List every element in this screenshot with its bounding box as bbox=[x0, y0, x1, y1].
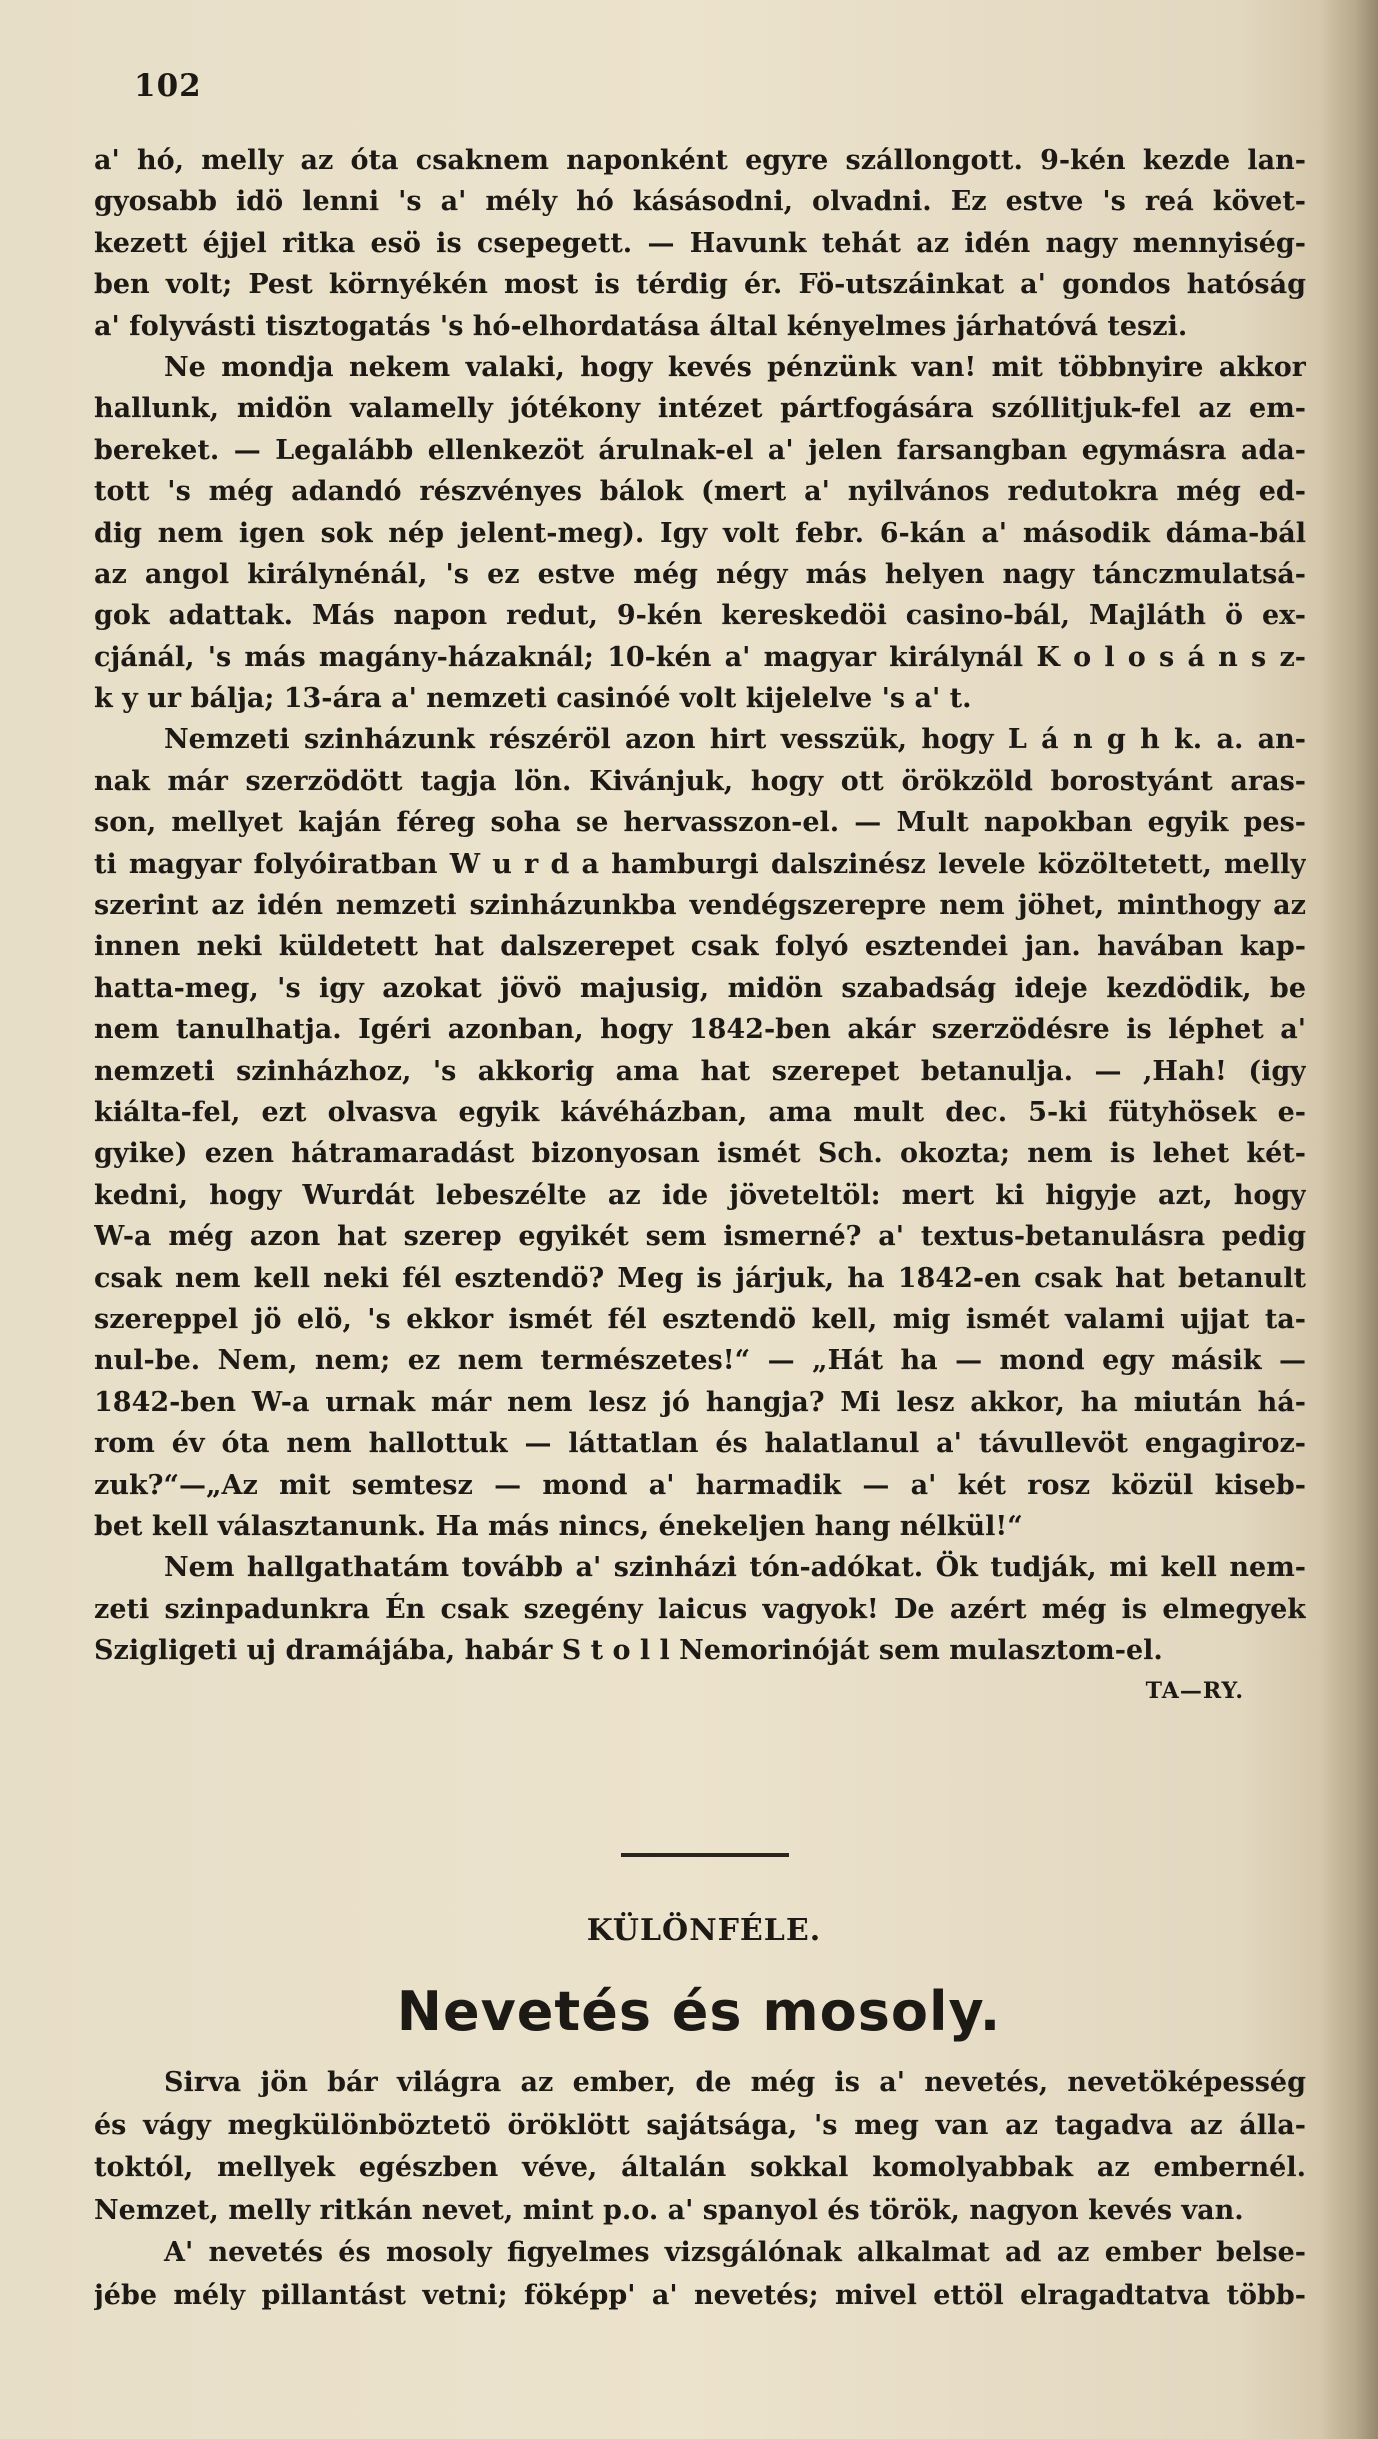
article-title: Nevetés és mosoly. bbox=[396, 1980, 1002, 2043]
text-line: ti magyar folyóiratban W u r d a hamburgi dalszinész levele közöltetett, melly bbox=[94, 848, 1306, 880]
text-line: az angol királynénál, 's ez estve még négy más helyen nagy tánczmulatsá- bbox=[94, 558, 1306, 590]
text-line: nemzeti szinházhoz, 's akkorig ama hat szerepet betanulja. — ,Hah! (igy bbox=[94, 1055, 1306, 1087]
text-line: toktól, mellyek egészben véve, általán sokkal komolyabbak az embernél. bbox=[94, 2152, 1306, 2184]
text-line: zuk?“—„Az mit semtesz — mond a' harmadik — a' két rosz közül kiseb- bbox=[94, 1469, 1306, 1501]
text-line: Nem hallgathatám tovább a' szinházi tón-adókat. Ök tudják, mi kell nem- bbox=[164, 1552, 1306, 1584]
text-line: Sirva jön bár világra az ember, de még is a' nevetés, nevetöképesség bbox=[164, 2067, 1306, 2098]
text-line: 1842-ben W-a urnak már nem lesz jó hangja? Mi lesz akkor, ha miután há- bbox=[94, 1386, 1306, 1418]
text-line: bereket. — Legalább ellenkezöt árulnak-el a' jelen farsangban egymásra ada- bbox=[94, 434, 1306, 466]
text-line: zeti szinpadunkra Én csak szegény laicus vagyok! De azért még is elmegyek bbox=[94, 1593, 1306, 1625]
text-line: A' nevetés és mosoly figyelmes vizsgálónak alkalmat ad az ember belse- bbox=[164, 2237, 1306, 2269]
text-line: Szigligeti uj dramájába, habár S t o l l Nemorinóját sem mulasztom-el. bbox=[94, 1635, 1163, 1667]
text-line: Nemzet, melly ritkán nevet, mint p.o. a' spanyol és török, nagyon kevés van. bbox=[94, 2194, 1244, 2226]
article-body-text bbox=[94, 2062, 1306, 2318]
text-line: jébe mély pillantást vetni; föképp' a' nevetés; mivel ettöl elragadtatva több- bbox=[94, 2279, 1306, 2311]
author-signature: TA—RY. bbox=[1145, 1678, 1244, 1705]
text-line: a' hó, melly az óta csaknem naponként egyre szállongott. 9-kén kezde lan- bbox=[94, 145, 1306, 176]
text-line: nul-be. Nem, nem; ez nem természetes!“ — „Hát ha — mond egy másik — bbox=[94, 1345, 1306, 1377]
text-line: bet kell választanunk. Ha más nincs, énekeljen hang nélkül!“ bbox=[94, 1510, 1023, 1542]
text-line: ben volt; Pest környékén most is térdig ér. Fö-utszáinkat a' gondos hatóság bbox=[94, 269, 1306, 301]
section-heading: KÜLÖNFÉLE. bbox=[586, 1913, 822, 1948]
text-line: gok adattak. Más napon redut, 9-kén kereskedöi casino-bál, Majláth ö ex- bbox=[94, 600, 1306, 632]
text-line: csak nem kell neki fél esztendö? Meg is járjuk, ha 1842-en csak hat betanult bbox=[94, 1262, 1306, 1294]
text-line: cjánál, 's más magány-házaknál; 10-kén a' magyar királynál K o l o s á n s z- bbox=[94, 641, 1306, 673]
news-column-text bbox=[94, 140, 1306, 1713]
text-line: tott 's még adandó részvényes bálok (mert a' nyilvános redutokra még ed- bbox=[94, 476, 1306, 508]
text-line: hatta-meg, 's igy azokat jövö majusig, midön szabadság ideje kezdödik, be bbox=[94, 972, 1306, 1004]
text-line: Ne mondja nekem valaki, hogy kevés pénzünk van! mit többnyire akkor bbox=[164, 351, 1306, 383]
text-line: kiálta-fel, ezt olvasva egyik kávéházban, ama mult dec. 5-ki fütyhösek e- bbox=[94, 1096, 1306, 1128]
text-line: W-a még azon hat szerep egyikét sem ismerné? a' textus-betanulásra pedig bbox=[94, 1221, 1306, 1253]
text-line: Nemzeti szinházunk részéröl azon hirt vesszük, hogy L á n g h k. a. an- bbox=[164, 724, 1306, 756]
page-number: 102 bbox=[134, 68, 202, 104]
text-line: szerint az idén nemzeti szinházunkba vendégszerepre nem jöhet, minthogy az bbox=[94, 890, 1306, 922]
page-edge-shadow bbox=[1320, 0, 1378, 2439]
text-line: nak már szerzödött tagja lön. Kivánjuk, hogy ott örökzöld borostyánt aras- bbox=[94, 765, 1306, 797]
text-line: son, mellyet kaján féreg soha se hervasszon-el. — Mult napokban egyik pes- bbox=[94, 807, 1306, 839]
text-line: szereppel jö elö, 's ekkor ismét fél esztendö kell, mig ismét valami ujjat ta- bbox=[94, 1303, 1306, 1335]
text-line: nem tanulhatja. Igéri azonban, hogy 1842-ben akár szerzödésre is léphet a' bbox=[94, 1014, 1306, 1046]
text-line: kedni, hogy Wurdát lebeszélte az ide jöveteltöl: mert ki higyje azt, hogy bbox=[94, 1179, 1306, 1211]
section-divider-rule bbox=[621, 1853, 789, 1857]
text-line: rom év óta nem hallottuk — láttatlan és halatlanul a' távullevöt engagiroz- bbox=[94, 1428, 1306, 1460]
text-line: gyosabb idö lenni 's a' mély hó kásásodni, olvadni. Ez estve 's reá követ- bbox=[94, 186, 1306, 218]
text-line: innen neki küldetett hat dalszerepet csak folyó esztendei jan. havában kap- bbox=[94, 931, 1306, 963]
text-line: k y ur bálja; 13-ára a' nemzeti casinóé volt kijelelve 's a' t. bbox=[94, 683, 972, 715]
text-line: hallunk, midön valamelly jótékony intézet pártfogására szóllitjuk-fel az em- bbox=[94, 393, 1306, 425]
text-line: a' folyvásti tisztogatás 's hó-elhordatása által kényelmes járhatóvá teszi. bbox=[94, 310, 1188, 342]
text-line: dig nem igen sok nép jelent-meg). Igy volt febr. 6-kán a' második dáma-bál bbox=[94, 517, 1306, 549]
text-line: gyike) ezen hátramaradást bizonyosan ismét Sch. okozta; nem is lehet két- bbox=[94, 1138, 1306, 1170]
text-line: kezett éjjel ritka esö is csepegett. — Havunk tehát az idén nagy mennyiség- bbox=[94, 227, 1306, 259]
text-line: és vágy megkülönböztetö öröklött sajátsága, 's meg van az tagadva az álla- bbox=[94, 2109, 1306, 2141]
